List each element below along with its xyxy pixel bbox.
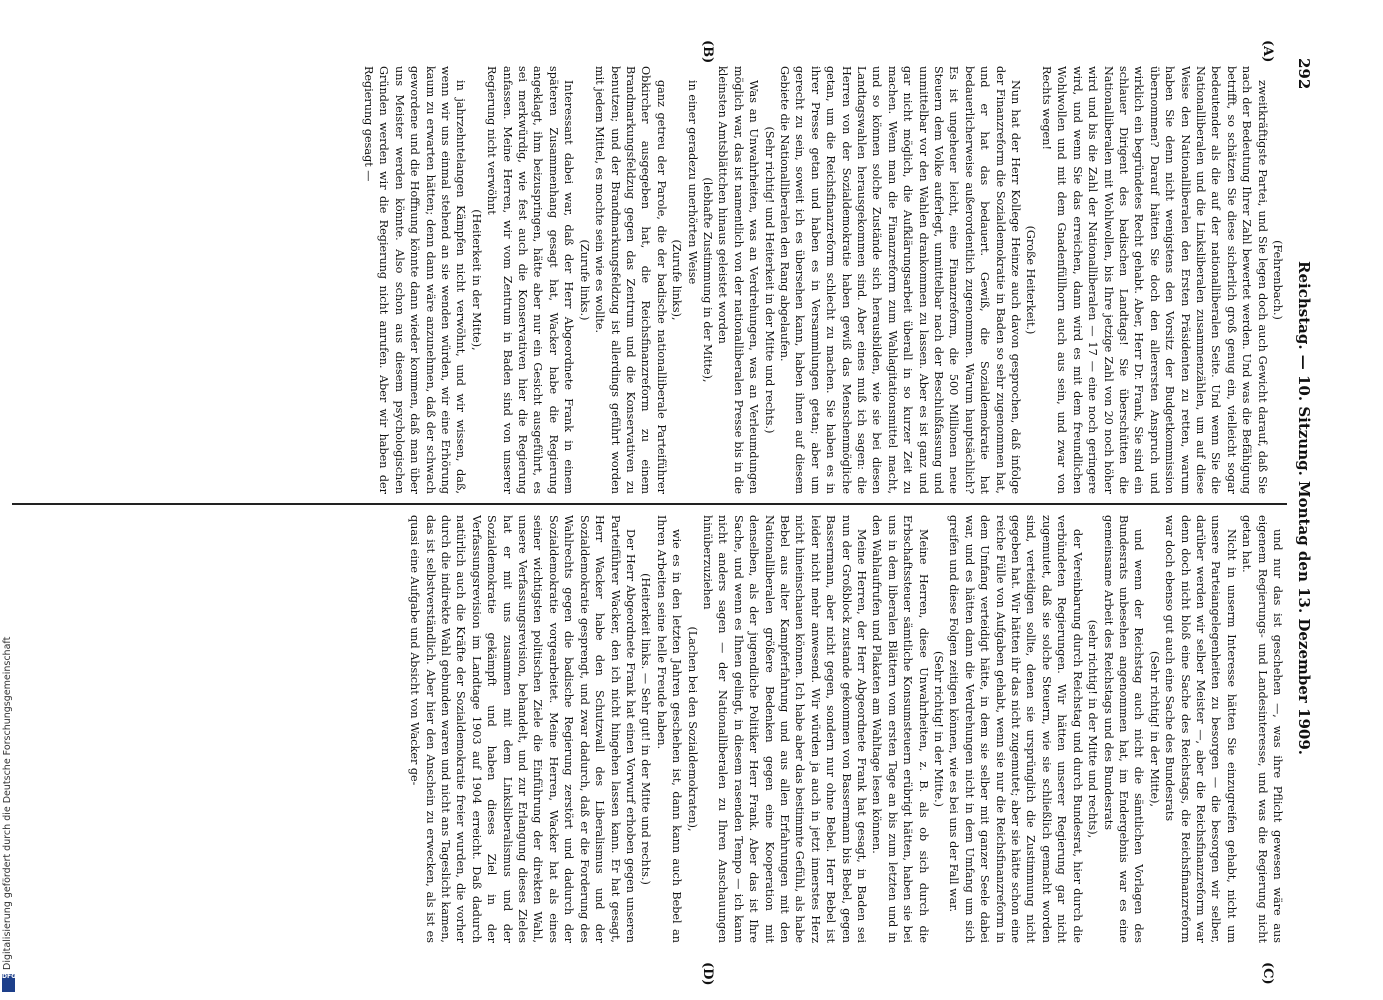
margin-marker-c: (C): [1260, 962, 1275, 985]
paragraph: Meine Herren, diese Unwahrheiten, z. B. als ob sich durch die Erbschaftssteuer sämtliche Konsumsteuern erübrigt hätten, haben sie bei uns in dem liberalen Blättern vom ersten Tage an bis zum letzten und in den Wahlaufrufen und Plakaten am Wahltage lesen können.: [870, 515, 930, 943]
paragraph: in einer geradezu unerhörten Weise: [685, 80, 699, 285]
interjection: (Sehr richtig! in der Mitte),: [1147, 650, 1161, 808]
paragraph: wie es in den letzten Jahren geschehen ist, dann kann auch Bebel an Ihren Arbeiten seine helle Freude haben.: [654, 515, 684, 943]
page-number: 292: [1295, 58, 1313, 90]
left-column: [15, 66, 1285, 494]
paragraph: zweitkräftigste Partei, und Sie legen doch auch Gewicht darauf, daß Sie nach der Bedeutung Ihrer Zahl bewertet werden. Und was die Befähigung betrifft, so schätzen Sie diese sicherlich groß genug ein, vielleicht sogar bedeutender als die auf der nationalliberalen Seite. Und wenn Sie die Nationalliberalen und die Linksliberalen zusammenzählen, um auf diese Weise den Nationalliberalen den Ersten Präsidenten zu retten, warum haben Sie denn nicht wenigstens den Vorsitz der Budgetkommission übernommen? Darauf hätten Sie doch den allerersten Anspruch und wirklich ein begründetes Recht gehabt. Aber, Herr Dr. Frank, Sie sind ein schlauer Dirigent des badischen Landtags! Sie überschütten die Nationalliberalen mit Wohlwollen, bis Ihre jetzige Zahl von 20 noch höher wird und bis die Zahl der Nationalliberalen — 17 — eine noch geringere wird, und wenn Sie das erreichen, dann wird es mit dem freundlichen Wohlwollen und mit dem Gnadenfüllhorn auch aus sein, und zwar von Rechts wegen!: [1039, 66, 1269, 494]
paragraph: Meine Herren, der Herr Abgeordnete Frank hat gesagt, in Baden sei nun der Großblock zustande gekommen von Bassermann bis Bebel, gegen Bassermann, aber nicht gegen, sondern nur ohne Bebel. Herr Bebel ist leider nicht mehr anwesend. Wir würden ja auch in jetzt innerstes Herz nicht hineinschauen können. Ich habe aber das bestimmte Gefühl, als habe Bebel aus alter Kampferfahrung und aus allen Erfahrungen mit den Nationalliberalen größere Bedenken gegen eine Kooperation mit denselben, als der jugendliche Politiker Herr Frank. Aber das ist Ihre Sache, und wenn es Ihnen gelingt, in diesem rasenden Tempo — ich kann nicht anders sagen — der Nationalliberalen zu Ihren Anschauungen hinüberzuziehen: [700, 515, 869, 943]
attribution-text: Digitalisierung gefördert durch die Deutsche Forschungsgemeinschaft: [2, 636, 13, 970]
interjection: (Zurufe links),: [670, 239, 684, 321]
margin-marker-d: (D): [700, 962, 715, 986]
paragraph: in jahrzehntelangen Kämpfen nicht verwöhnt, und wir wissen, daß, wenn wir uns einmal stehend an sie wenden würden, wir eine Erhörung kaum zu erwarten hätten; denn dann wäre anzunehmen, daß der schwach gewordene und die Hoffnung könnte dann wieder kommen, daß man über uns Meister werden könnte. Also schon aus diesem psychologischen Gründen werden wir die Regierung nicht anrufen. Aber wir haben der Regierung gesagt —: [362, 66, 468, 494]
interjection: (Lachen bei den Sozialdemokraten),: [685, 626, 699, 832]
interjection: (sehr richtig! in der Mitte und rechts),: [1086, 619, 1100, 839]
interjection: (Sehr richtig! und Heiterkeit in der Mitte und rechts.): [762, 126, 776, 434]
paragraph: ganz getreu der Parole, die der badische nationalliberale Parteiführer Obkircher ausgegeben hat, die Reichsfinanzreform zu einem Brandmarkungsfeldzug gegen das Zentrum und die Konservativen zu benutzen; und der Brandmarkungsfeldzug ist allerdings geführt worden mit jedem Mittel, es mochte sein wie es wollte.: [593, 66, 668, 494]
interjection: (Zurufe links.): [577, 239, 591, 321]
interjection: (Große Heiterkeit.): [1024, 225, 1038, 335]
column-divider: [12, 503, 1287, 505]
interjection: (Heiterkeit in der Mitte),: [469, 209, 483, 351]
paragraph: Der Herr Abgeordnete Frank hat einen Vorwurf erhoben gegen unseren Parteiführer Wacker, den ich nicht hingehen lassen kann. Er hat gesagt, Herr Wacker habe den Schutzwall des Liberalismus und der Sozialdemokratie gesprengt, und zwar dadurch, daß er die Forderung des Wahlrechts gegen die badische Regierung zerstört und dadurch der Sozialdemokratie vorgearbeitet. Meine Herren, Wacker hat als eines seiner wichtigsten politischen Ziele die Einführung der direkten Wahl, unsere Verfassungsrevision, behandelt, und zur Erlangung dieses Zieles hat er mit uns zusammen mit dem Linksliberalismus und der Sozialdemokratie gekämpft und haben dieses Ziel in der Verfassungsrevision im Landtage 1903 auf 1904 erreicht. Daß dadurch natürlich auch die Kräfte der Sozialdemokratie freier wurden, die vorher durch die indirekte Wahl gebunden waren und nicht ans Tageslicht kamen, das ist selbstverständlich. Aber hier den Anschein zu erwecken, als ist es quasi eine Aufgabe und Absicht von Wacker ge-: [408, 515, 637, 943]
paragraph: und wenn der Reichstag auch nicht die sämtlichen Vorlagen des Bundesrats unbesehen angenommen hat, im Endergebnis war es eine gemeinsame Arbeit des Reichstags und des Bundesrats: [1101, 515, 1146, 943]
paragraph: Interessant dabei war, daß der Herr Abgeordnete Frank in einem späteren Zusammenhang gesagt hat, Wacker habe die Regierung angeklagt, ihm beizuspringen, hätte aber nur ein Gesicht ausgeführt, es sei merkwürdig, wie fest auch die Konservativen hier die Regierung anfassen. Meine Herren, wir vom Zentrum in Baden sind von unserer Regierung nicht verwöhnt: [485, 66, 576, 494]
interjection: (Fehrenbach.): [1271, 240, 1284, 320]
paragraph: Nicht in unserm Interesse hätten Sie einzugreifen gehabt, nicht um unsere Parteiangelegenheiten zu besorgen — die besorgen wir selber, darüber werden wir selber Meister —, aber die Reichsfinanzreform war denn doch nicht bloß eine Sache des Reichstags, die Reichsfinanzreform war doch ebenso gut auch eine Sache des Bundesrats: [1163, 515, 1238, 943]
paragraph: Was an Unwahrheiten, was an Verdrehungen, was an Verleumdungen möglich war, das ist namentlich von der nationalliberalen Presse bis in die kleinsten Amtsblättchen hinaus geleistet worden: [716, 66, 761, 494]
paragraph: der Vereinbarung durch Reichstag und durch Bundesrat, hier durch die verbündeten Regierungen. Wir hätten unserer Regierung gar nicht zugemutet, daß sie solche Steuern, wie sie schließlich gemacht worden sind, verteidigen sollte, denen sie ursprünglich die Zustimmung nicht gegeben hat. Wir hätten ihr das nicht zugemutet; aber sie hätte schon eine reiche Fülle von Aufgaben gehabt, wenn sie nur die Reichsfinanzreform in dem Umfang verteidigt hätte, in dem sie selber mit ganzer Seele dabei war, und es hätten dann die Verdrehungen nicht in dem Umfang um sich greifen und diese Folgen zeitigen können, wie es bei uns der Fall war.: [947, 515, 1084, 943]
page-title: Reichstag. — 10. Sitzung. Montag den 13. Dezember 1909.: [1295, 261, 1313, 755]
paragraph: und nur das ist geschehen —, was ihre Pflicht gewesen wäre aus eigenem Regierungs- und Landesinteresse, und was die Regierung nicht getan hat.: [1240, 515, 1284, 943]
page-header: [1291, 58, 1313, 958]
right-column: [15, 515, 1285, 943]
interjection: (Heiterkeit links. — Sehr gut! in der Mitte und rechts.): [639, 573, 653, 885]
paragraph: Nun hat der Herr Kollege Heinze auch davon gesprochen, daß infolge der Finanzreform die Sozialdemokratie in Baden so sehr zugenommen hat, und er hat das bedauert. Gewiß, die Sozialdemokratie hat bedauerlicherweise außerordentlich zugenommen. Warum hauptsächlich? Es ist ungeheuer leicht, eine Finanzreform, die 500 Millionen neue Steuern dem Volke auferlegt, unmittelbar nach der Beschlußfassung und unmittelbar vor den Wahlen drankommen zu lassen. Aber es ist ganz und gar nicht möglich, die Aufklärungsarbeit überall in so kurzer Zeit zu machen. Wenn man die Finanzreform zum Wahlagitationsmittel macht, und so können solche Zustände sich herausbilden, wie sie bei diesen Landtagswahlen herausgekommen sind. Aber eines muß ich sagen: die Herren von der Sozialdemokratie haben gewiß das Menschenmögliche getan, um die Reichsfinanzreform schlecht zu machen. Sie haben es in ihrer Presse getan und haben es in Versammlungen getan; aber um gerecht zu sein, soweit ich es übersehen kann, haben ihnen auf diesem Gebiete die Nationalliberalen den Rang abgelaufen.: [778, 66, 1023, 494]
interjection: (Sehr richtig! in der Mitte.): [932, 650, 946, 808]
interjection: (lebhafte Zustimmung in der Mitte),: [700, 177, 714, 383]
digitization-footer: [2, 600, 16, 995]
margin-marker-a: (A): [1260, 40, 1275, 63]
margin-marker-b: (B): [700, 40, 715, 64]
dfg-logo: DFG: [2, 974, 15, 992]
